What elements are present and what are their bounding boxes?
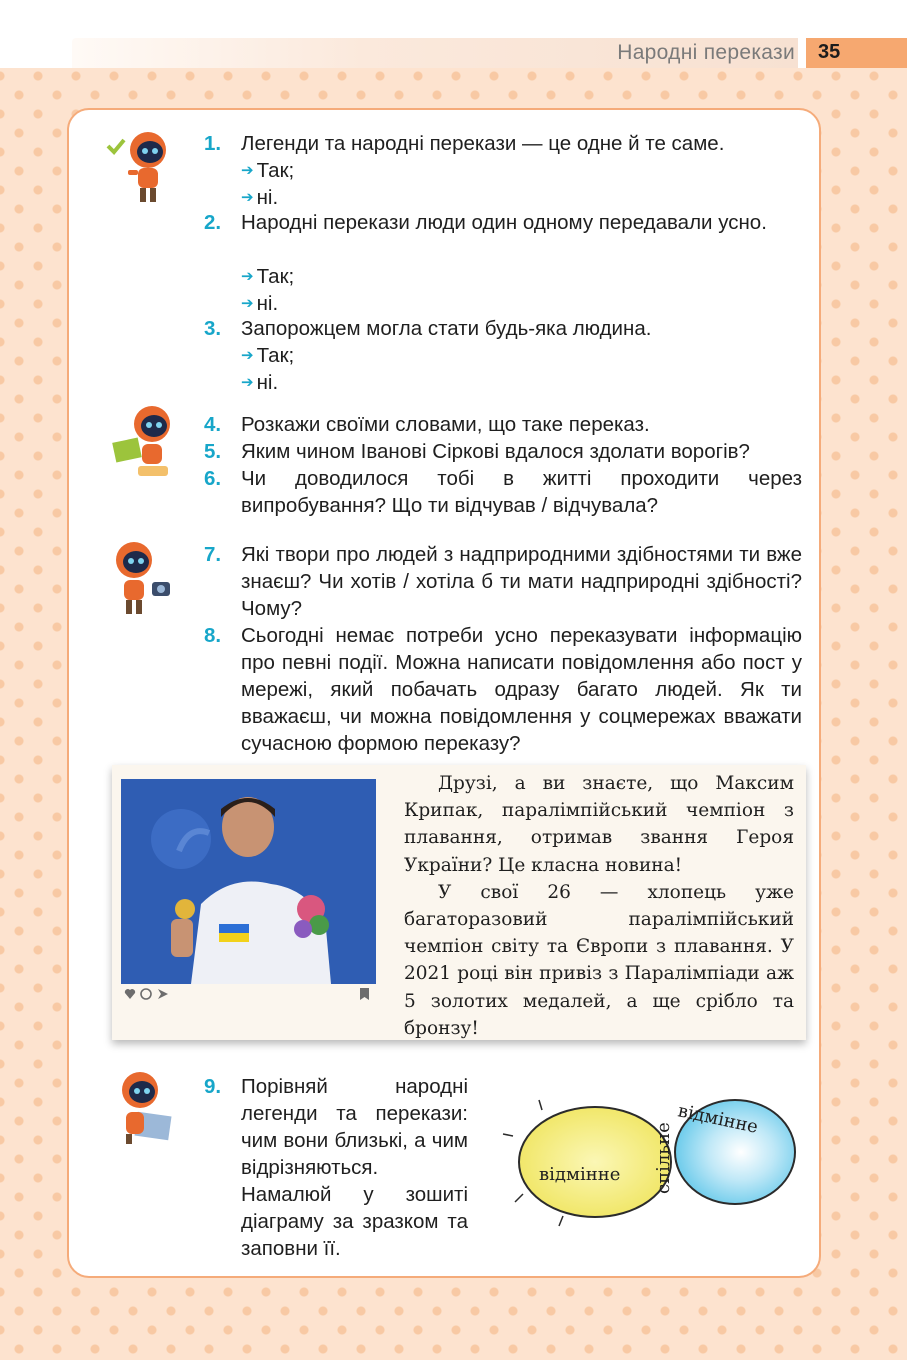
question-7: 7. Які твори про людей з надприродними здібностями ти вже знаєш? Чи хотів / хотіла б ти мати надприродні здібності? Чому? (204, 543, 802, 620)
athlete-photo (121, 779, 376, 984)
answer-option[interactable]: ➔ Так; (241, 159, 295, 182)
question-8: 8. Сьогодні немає потреби усно переказувати інформацію про певні події. Можна написати повідомлення або пост у мережі, який побачать одразу багато людей. Як ти вважаєш, чи можна повідомлення у соцмережах вважати сучасною формою переказу? (204, 624, 802, 755)
arrow-icon: ➔ (241, 189, 254, 206)
answer-option[interactable]: ➔ ні. (241, 186, 279, 209)
post-text (404, 770, 794, 1042)
answer-option[interactable]: ➔ ні. (241, 371, 279, 394)
robot-reading-icon (108, 402, 188, 482)
venn-center-label: спільне (653, 1122, 674, 1194)
question-5: 5. Яким чином Іванові Сіркові вдалося здолати ворогів? (204, 440, 750, 463)
robot-camera-icon (106, 538, 186, 618)
arrow-icon: ➔ (241, 374, 254, 391)
arrow-icon: ➔ (241, 347, 254, 364)
question-1: 1. Легенди та народні перекази — це одне й те саме. (204, 132, 725, 155)
answer-option[interactable]: ➔ ні. (241, 292, 279, 315)
post-action-bar (124, 987, 372, 1001)
comment-icon[interactable] (141, 989, 151, 999)
question-9: 9. Порівняй народні легенди та перекази: чим вони близькі, а чим відрізняються. Намалюй у зошиті діаграму за зразком та заповни її. (204, 1075, 468, 1260)
arrow-icon: ➔ (241, 268, 254, 285)
bookmark-icon[interactable] (360, 988, 369, 1000)
question-3: 3. Запорожцем могла стати будь-яка людина. (204, 317, 652, 340)
robot-checkmark-icon (104, 126, 184, 206)
answer-option[interactable]: ➔ Так; (241, 344, 295, 367)
question-2: 2. Народні перекази люди один одному передавали усно. (204, 211, 767, 234)
social-post (112, 765, 806, 1040)
section-title: Народні перекази (617, 41, 795, 64)
share-icon[interactable] (158, 989, 168, 999)
answer-option[interactable]: ➔ Так; (241, 265, 295, 288)
venn-left-label: відмінне (539, 1164, 621, 1185)
venn-right-label: відмінне (675, 1100, 760, 1138)
question-6: 6. Чи доводилося тобі в житті проходити через випробування? Що ти відчував / відчувала? (204, 467, 802, 517)
page-number: 35 (806, 38, 907, 68)
like-icon[interactable] (125, 989, 135, 999)
arrow-icon: ➔ (241, 295, 254, 312)
question-4: 4. Розкажи своїми словами, що таке переказ. (204, 413, 650, 436)
post-paragraph: Друзі, а ви знаєте, що Максим Крипак, паралімпійський чемпіон з плавання, отримав звання Героя України? Це класна новина! (404, 773, 794, 876)
post-paragraph: У свої 26 — хлопець уже багаторазовий паралімпійський чемпіон світу та Європи з плавання. У 2021 році він привіз з Паралімпіади аж 5 золотих медалей, а ще срібло та бронзу! (404, 881, 794, 1039)
arrow-icon: ➔ (241, 162, 254, 179)
venn-diagram (495, 1090, 805, 1240)
robot-drawing-icon (108, 1068, 188, 1148)
